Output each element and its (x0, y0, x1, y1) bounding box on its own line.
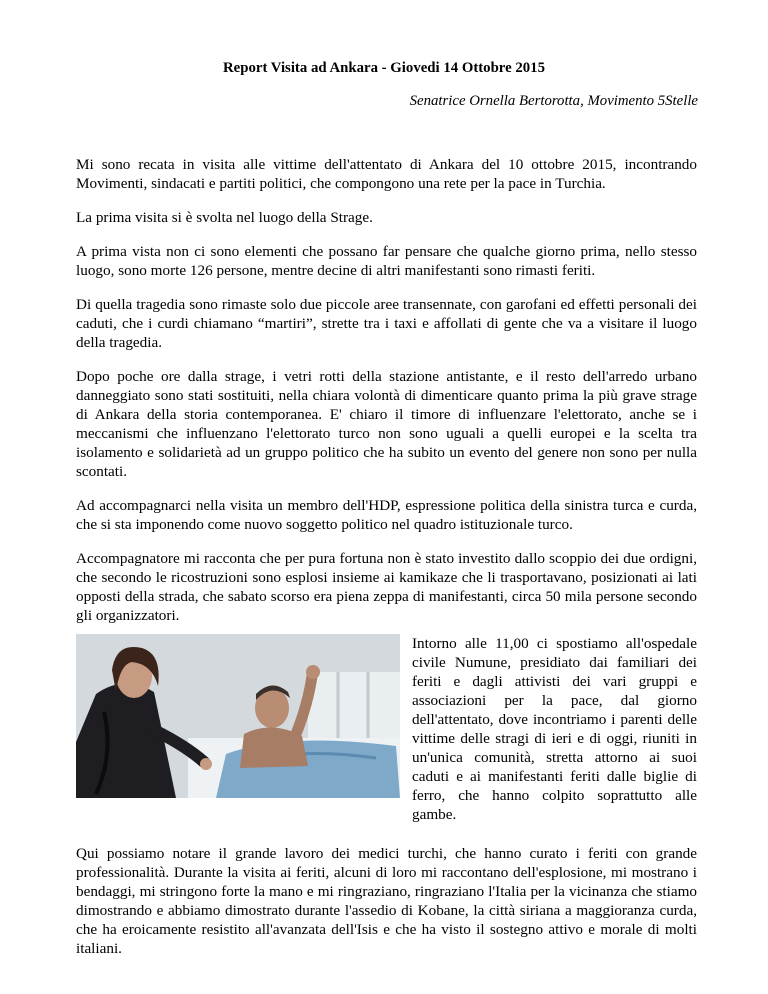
paragraph-1: Mi sono recata in visita alle vittime dell'attentato di Ankara del 10 ottobre 2015, incontrando Movimenti, sindacati e partiti politici, che compongono una rete per la pace in Turchia. (76, 156, 697, 192)
report-body (76, 155, 697, 973)
closing-paragraph: Qui possiamo notare il grande lavoro dei medici turchi, che hanno curato i feriti con grande professionalità. Durante la visita ai feriti, alcuni di loro mi raccontano dell'esplosione, mi mostrano i bendaggi, mi stringono forte la mano e mi ringraziano, ringraziano l'Italia per la vicinanza che stiamo dimostrando e abbiamo dimostrato durante l'assedio di Kobane, la città siriana a maggioranza curda, che ha eroicamente resistito all'avanzata dell'Isis e che ha visto il sostegno attivo e morale di molti italiani. (76, 845, 697, 957)
photo-section (76, 634, 697, 824)
photo-illustration (76, 634, 400, 798)
paragraph-6: Ad accompagnarci nella visita un membro dell'HDP, espressione politica della sinistra turca e curda, che si sta imponendo come nuovo soggetto politico nel quadro istituzionale turco. (76, 497, 697, 533)
paragraph-5: Dopo poche ore dalla strage, i vetri rotti della stazione antistante, e il resto dell'arredo urbano danneggiato sono stati sostituiti, nella chiara volontà di dimenticare quanto prima la più grave strage di Ankara della storia contemporanea. E' chiaro il timore di influenzare l'elettorato, anche se i meccanismi che influenzano l'elettorato turco non sono uguali a quelli europei e la scelta tra isolamento e solidarietà ad un gruppo politico che ha subito un evento del genere non sono per nulla scontati. (76, 368, 697, 480)
hospital-visit-photo (76, 634, 400, 798)
paragraph-2: La prima visita si è svolta nel luogo della Strage. (76, 209, 373, 226)
paragraph-4: Di quella tragedia sono rimaste solo due piccole aree transennate, con garofani ed effetti personali dei caduti, che i curdi chiamano “martiri”, strette tra i taxi e affollati di gente che va a visitare il luogo della tragedia. (76, 296, 697, 351)
photo-paragraph: Intorno alle 11,00 ci spostiamo all'ospedale civile Numune, presidiato dai familiari dei feriti e dagli attivisti dei vari gruppi e associazioni per la pace, dal giorno dell'attentato, dove incontriamo i parenti delle vittime delle stragi di ieri e di oggi, riuniti in un'unica comunità, stretta attorno ai suoi caduti e ai manifestanti feriti dalle biglie di ferro, che hanno colpito soprattutto alle gambe. (412, 635, 697, 823)
author-line: Senatrice Ornella Bertorotta, Movimento 5Stelle (409, 93, 698, 109)
report-title: Report Visita ad Ankara - Giovedi 14 Ottobre 2015 (223, 60, 545, 76)
paragraph-7: Accompagnatore mi racconta che per pura fortuna non è stato investito dallo scoppio dei due ordigni, che secondo le ricostruzioni sono esplosi insieme ai kamikaze che li trasportavano, posizionati ai lati opposti della strada, che sabato scorso era piena zeppa di manifestanti, circa 50 mila persone secondo gli organizzatori. (76, 550, 697, 624)
paragraph-3: A prima vista non ci sono elementi che possano far pensare che qualche giorno prima, nello stesso luogo, sono morte 126 persone, mentre decine di altri manifestanti sono rimasti feriti. (76, 243, 697, 279)
